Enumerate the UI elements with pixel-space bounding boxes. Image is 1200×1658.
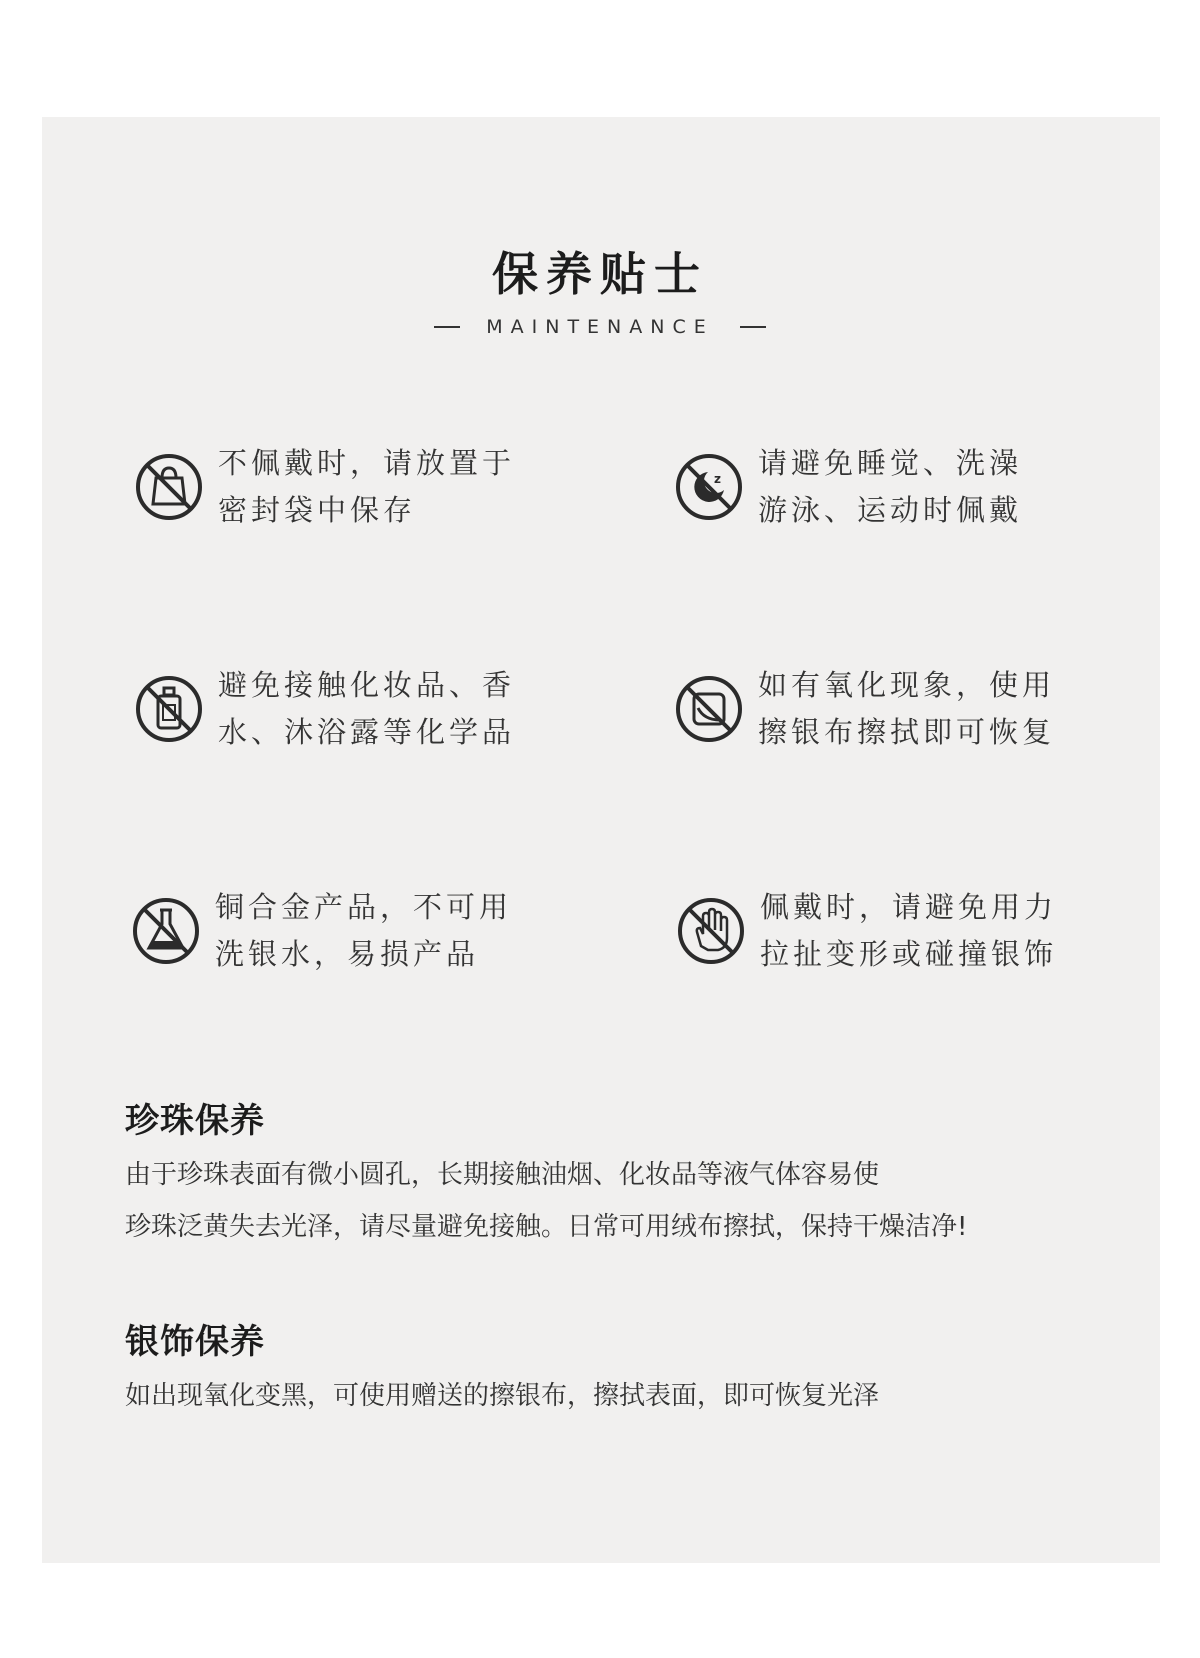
silver-care-body bbox=[125, 1370, 879, 1422]
tip-handling bbox=[676, 884, 1057, 978]
tip-line: 请避免睡觉、洗澡 bbox=[758, 446, 1023, 480]
tip-line: 如有氧化现象，使用 bbox=[758, 668, 1056, 702]
pearl-care-title: 珍珠保养 bbox=[125, 1101, 265, 1141]
tip-storage bbox=[134, 440, 515, 534]
svg-text:z: z bbox=[714, 472, 721, 486]
pearl-care-line: 珍珠泛黄失去光泽，请尽量避免接触。日常可用绒布擦拭，保持干燥洁净! bbox=[125, 1212, 968, 1242]
pearl-care-body bbox=[125, 1149, 967, 1253]
tip-line: 密封袋中保存 bbox=[218, 493, 417, 527]
subtitle-text: MAINTENANCE bbox=[486, 316, 714, 338]
tip-line: 铜合金产品，不可用 bbox=[215, 890, 513, 924]
pearl-care-line: 由于珍珠表面有微小圆孔，长期接触油烟、化妆品等液气体容易使 bbox=[125, 1160, 880, 1190]
tip-line: 拉扯变形或碰撞银饰 bbox=[760, 937, 1058, 971]
tip-line: 水、沐浴露等化学品 bbox=[218, 715, 516, 749]
tip-polish bbox=[674, 662, 1055, 756]
page-title: 保养贴士 bbox=[492, 247, 708, 301]
tip-chemicals bbox=[131, 884, 512, 978]
tip-line: 洗银水，易损产品 bbox=[215, 937, 480, 971]
tip-line: 不佩戴时，请放置于 bbox=[218, 446, 516, 480]
divider-left bbox=[434, 326, 460, 328]
tip-activities bbox=[674, 440, 1022, 534]
tip-line: 擦银布擦拭即可恢复 bbox=[758, 715, 1056, 749]
no-hand-pull-icon bbox=[676, 896, 746, 966]
tip-line: 佩戴时，请避免用力 bbox=[760, 890, 1058, 924]
silver-care-line: 如出现氧化变黑，可使用赠送的擦银布，擦拭表面，即可恢复光泽 bbox=[125, 1381, 880, 1411]
no-bag-icon bbox=[134, 452, 204, 522]
divider-right bbox=[740, 326, 766, 328]
no-sleep-icon bbox=[674, 452, 744, 522]
polish-cloth-icon bbox=[674, 674, 744, 744]
no-cosmetics-icon bbox=[134, 674, 204, 744]
tip-line: 避免接触化妆品、香 bbox=[218, 668, 516, 702]
silver-care-title: 银饰保养 bbox=[125, 1322, 265, 1362]
tip-line: 游泳、运动时佩戴 bbox=[758, 493, 1023, 527]
tip-cosmetics bbox=[134, 662, 515, 756]
page-subtitle bbox=[0, 316, 1200, 338]
no-chemical-flask-icon bbox=[131, 896, 201, 966]
